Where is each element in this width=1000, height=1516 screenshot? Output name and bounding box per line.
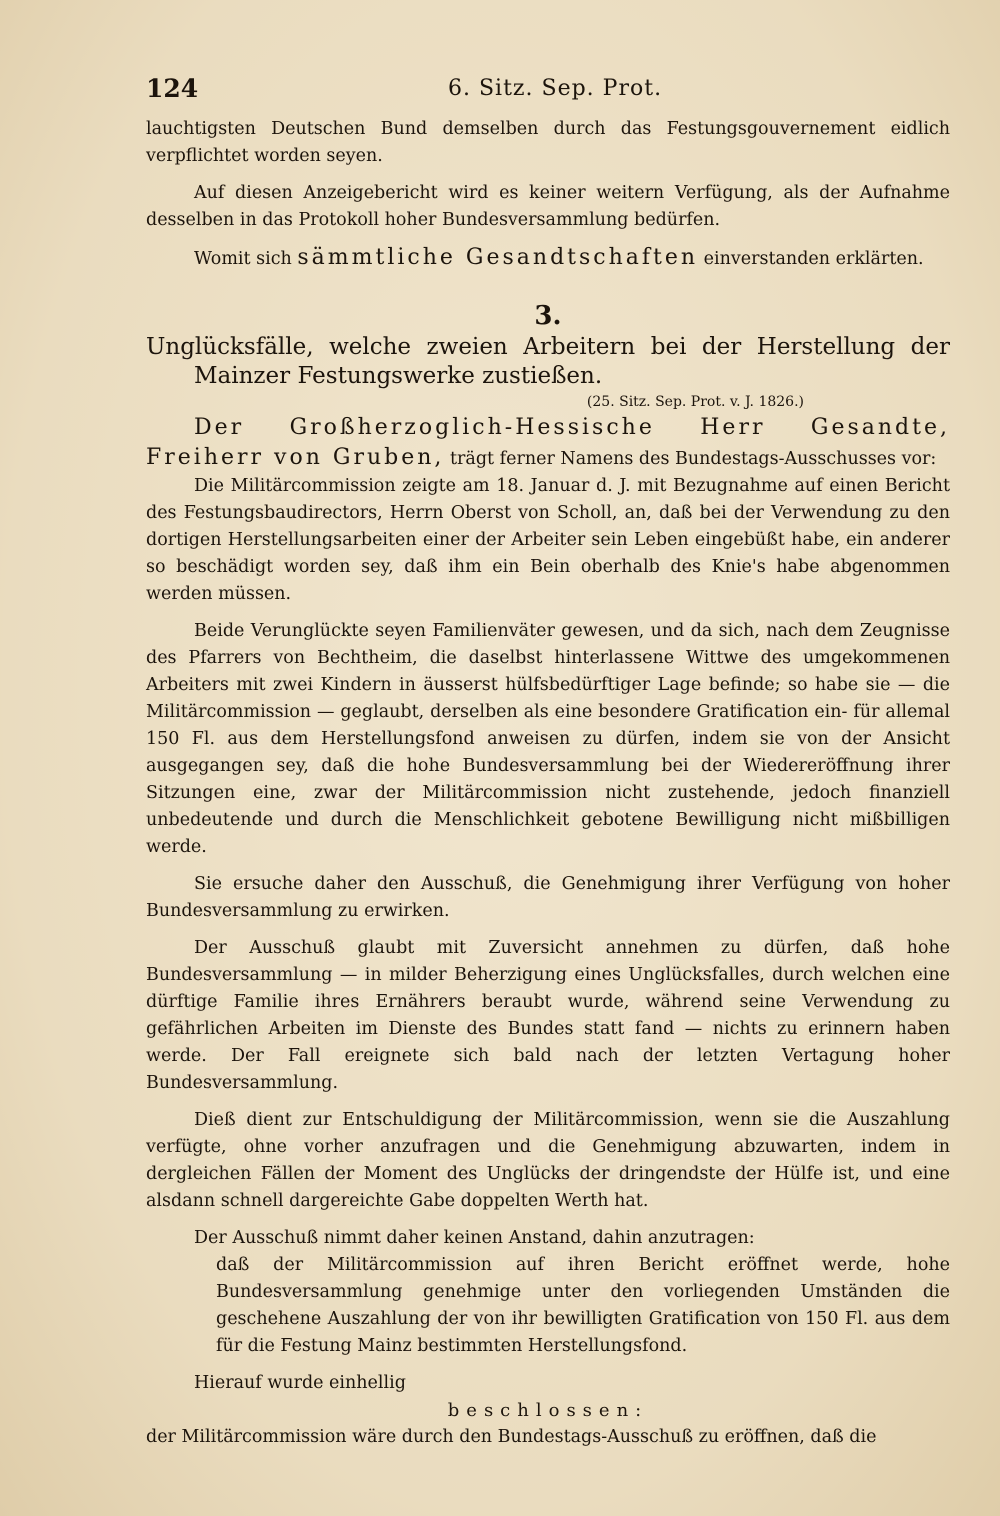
paragraph: [146, 413, 950, 473]
speaker-name: Der Großherzoglich-Hessische Herr Gesandte, Freiherr von Gruben,: [146, 415, 950, 470]
paragraph: [146, 244, 950, 273]
resolution-heading: beschlossen:: [447, 1400, 649, 1421]
page-number: 124: [146, 74, 199, 103]
running-title: 6. Sitz. Sep. Prot.: [448, 76, 663, 101]
text-fragment: trägt ferner Namens des Bundestags-Ausschusses vor:: [450, 449, 937, 469]
paragraph: der Militärcommission wäre durch den Bundestags-Ausschuß zu eröffnen, daß die: [146, 1427, 877, 1447]
spaced-text: sämmtliche Gesandtschaften: [297, 245, 699, 270]
paragraph: Sie ersuche daher den Ausschuß, die Genehmigung ihrer Verfügung von hoher Bundesversammlung zu erwirken.: [146, 874, 950, 921]
motion-text: daß der Militärcommission auf ihren Bericht eröffnet werde, hohe Bundesversammlung genehmige unter den vorliegenden Umständen die geschehene Auszahlung der von ihr bewilligten Gratification von 150 Fl. aus dem für die Festung Mainz bestimmten Herstellungsfond.: [216, 1255, 950, 1356]
paragraph: Beide Verunglückte seyen Familienväter gewesen, und da sich, nach dem Zeugnisse des Pfarrers von Bechtheim, die daselbst hinterlassene Wittwe des umgekommenen Arbeiters mit zwei Kindern in äusserst hülfsbedürftiger Lage befinde; so habe sie — die Militärcommission — geglaubt, derselben als eine besondere Gratification ein- für allemal 150 Fl. aus dem Herstellungsfond anweisen zu dürfen, indem sie von der Ansicht ausgegangen sey, daß die hohe Bundesversammlung bei der Wiedereröffnung ihrer Sitzungen eine, zwar der Militärcommission nicht zustehende, jedoch finanziell unbedeutende und durch die Menschlichkeit gebotene Bewilligung nicht mißbilligen werde.: [146, 621, 950, 857]
paragraph: Hierauf wurde einhellig: [194, 1373, 406, 1393]
paragraph: lauchtigsten Deutschen Bund demselben durch das Festungsgouvernement eidlich verpflichtet worden seyen.: [146, 119, 950, 166]
section-reference: (25. Sitz. Sep. Prot. v. J. 1826.): [586, 394, 804, 410]
page-header: [146, 74, 946, 110]
text-fragment: einverstanden erklärten.: [703, 249, 924, 269]
paragraph: Auf diesen Anzeigebericht wird es keiner weitern Verfügung, als der Aufnahme desselben in das Protokoll hoher Bundesversammlung bedürfen.: [146, 183, 950, 230]
paragraph: Der Ausschuß nimmt daher keinen Anstand, dahin anzutragen:: [194, 1228, 755, 1248]
section-title: Unglücksfälle, welche zweien Arbeitern bei der Herstellung der Mainzer Festungswerke zustießen.: [146, 334, 950, 389]
paragraph: Der Ausschuß glaubt mit Zuversicht annehmen zu dürfen, daß hohe Bundesversammlung — in milder Beherzigung eines Unglücksfalles, durch welchen eine dürftige Familie ihres Ernährers beraubt wurde, während seine Verwendung zu gefährlichen Arbeiten im Dienste des Bundes statt fand — nichts zu erinnern haben werde. Der Fall ereignete sich bald nach der letzten Vertagung hoher Bundesversammlung.: [146, 938, 950, 1093]
section-number: 3.: [534, 301, 562, 331]
paragraph: Die Militärcommission zeigte am 18. Januar d. J. mit Bezugnahme auf einen Bericht des Festungsbaudirectors, Herrn Oberst von Scholl, an, daß bei der Verwendung zu den dortigen Herstellungsarbeiten einer der Arbeiter sein Leben eingebüßt habe, ein anderer so beschädigt worden sey, daß ihm ein Bein oberhalb des Knie's habe abgenommen werden müssen.: [146, 476, 950, 604]
page-body: [146, 116, 950, 1451]
text-fragment: Womit sich: [194, 249, 292, 269]
paragraph: Dieß dient zur Entschuldigung der Militärcommission, wenn sie die Auszahlung verfügte, ohne vorher anzufragen und die Genehmigung abzuwarten, indem in dergleichen Fällen der Moment des Unglücks der dringendste der Hülfe ist, und eine alsdann schnell dargereichte Gabe doppelten Werth hat.: [146, 1110, 950, 1211]
